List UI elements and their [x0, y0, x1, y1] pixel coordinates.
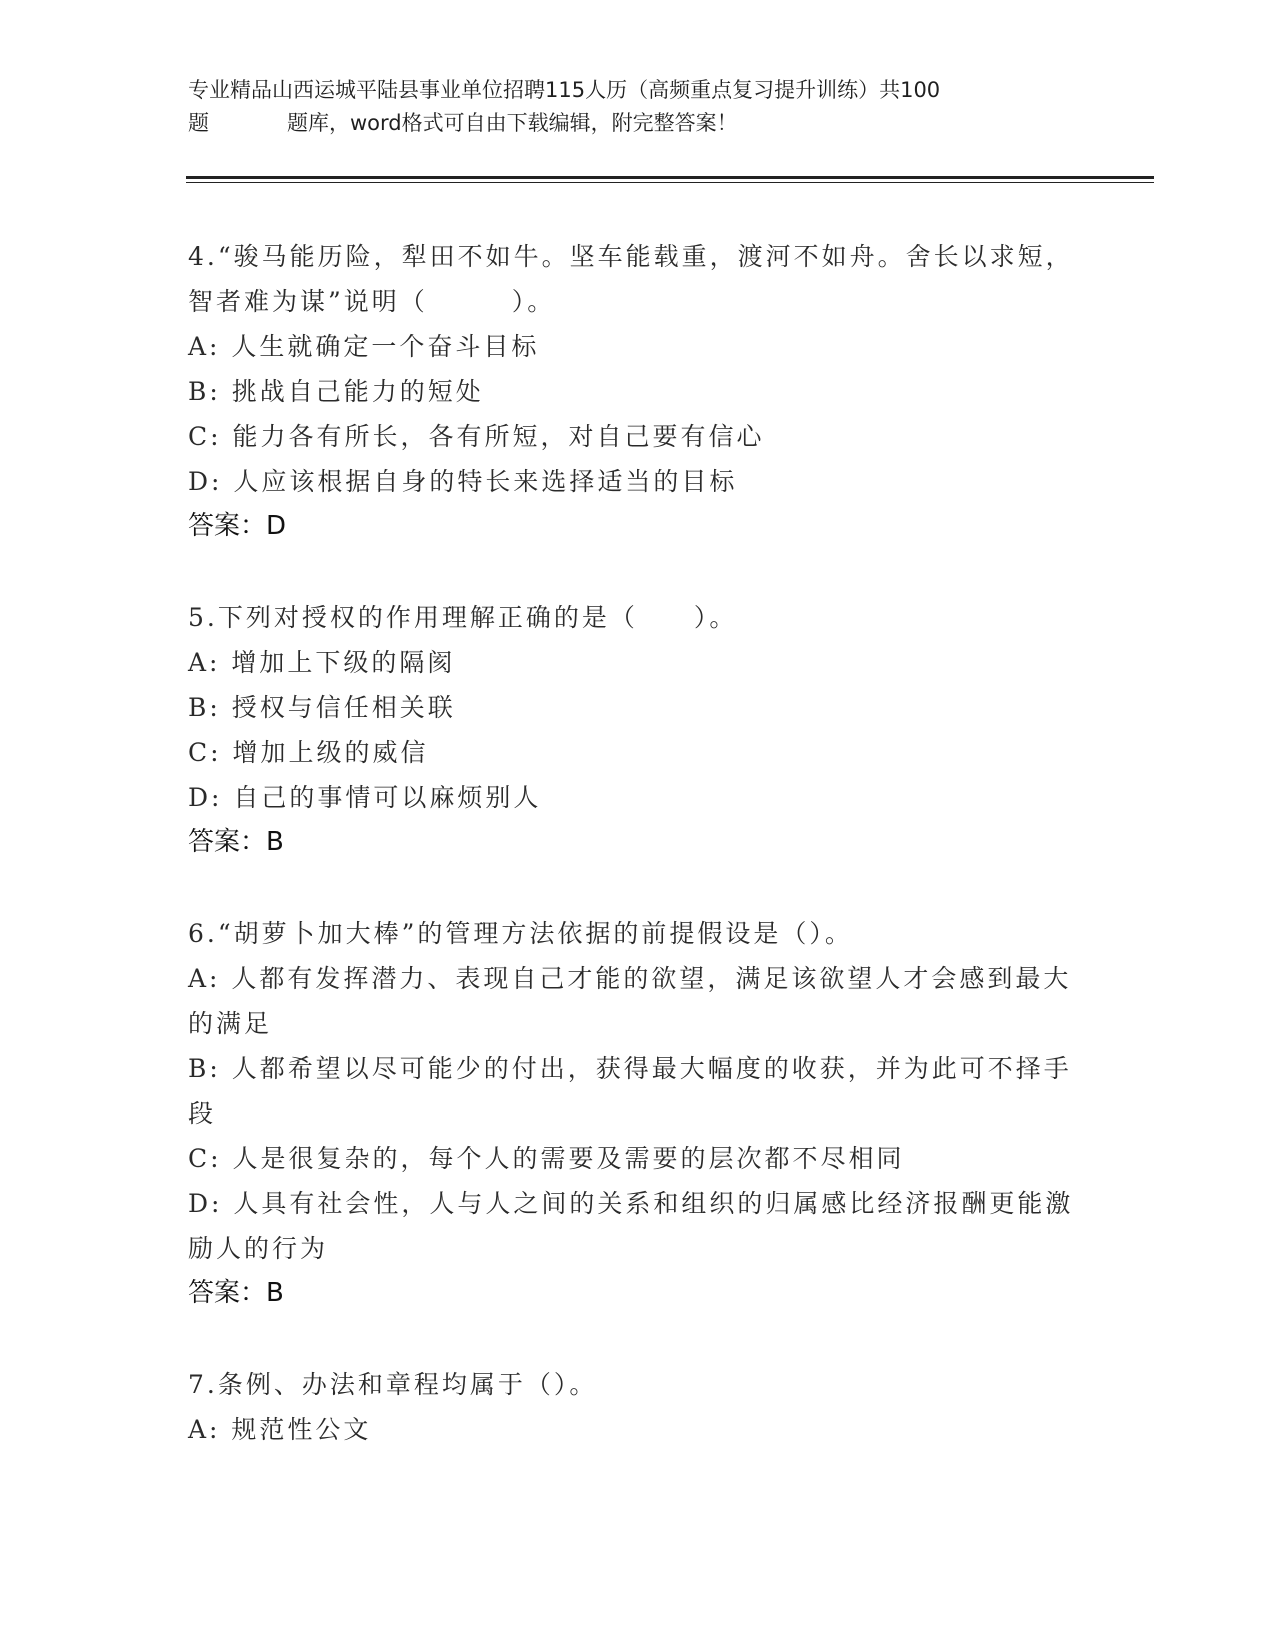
- question-text: 7.条例、办法和章程均属于（）。: [188, 1370, 598, 1399]
- option-b: B: 授权与信任相关联: [188, 693, 456, 722]
- question-text: 4.“骏马能历险，犁田不如牛。坚车能载重，渡河不如舟。舍长以求短，智者难为谋”说明（ ）。: [188, 242, 1074, 316]
- option-a: A: 人生就确定一个奋斗目标: [188, 332, 540, 361]
- question-text: 5.下列对授权的作用理解正确的是（ ）。: [188, 603, 738, 632]
- option-d: D: 人具有社会性，人与人之间的关系和组织的归属感比经济报酬更能激励人的行为: [188, 1189, 1074, 1263]
- option-c: C: 人是很复杂的，每个人的需要及需要的层次都不尽相同: [188, 1144, 905, 1173]
- option-b: B: 人都希望以尽可能少的付出，获得最大幅度的收获，并为此可不择手段: [188, 1054, 1072, 1128]
- option-c: C: 能力各有所长，各有所短，对自己要有信心: [188, 422, 765, 451]
- header-title-line1: 专业精品山西运城平陆县事业单位招聘115人历（高频重点复习提升训练）共100: [188, 78, 941, 102]
- option-d: D: 人应该根据自身的特长来选择适当的目标: [188, 467, 738, 496]
- question-7: [188, 1362, 1078, 1452]
- option-a: A: 增加上下级的隔阂: [188, 648, 456, 677]
- answer-label: 答案：D: [188, 511, 287, 541]
- document-header: [188, 74, 1088, 140]
- question-list: [188, 234, 1078, 1498]
- header-divider-thin: [186, 182, 1154, 183]
- header-divider-thick: [186, 176, 1154, 179]
- option-d: D: 自己的事情可以麻烦别人: [188, 783, 542, 812]
- header-title-line2: [188, 107, 1088, 140]
- option-a: A: 规范性公文: [188, 1415, 372, 1444]
- option-b: B: 挑战自己能力的短处: [188, 377, 484, 406]
- header-title-line2-start: 题: [188, 111, 209, 135]
- question-6: [188, 911, 1078, 1316]
- answer-label: 答案：B: [188, 827, 284, 857]
- option-c: C: 增加上级的威信: [188, 738, 429, 767]
- question-text: 6.“胡萝卜加大棒”的管理方法依据的前提假设是（）。: [188, 919, 853, 948]
- question-5: [188, 595, 1078, 865]
- answer-label: 答案：B: [188, 1278, 284, 1308]
- header-title-line2-rest: 题库，word格式可自由下载编辑，附完整答案！: [287, 111, 738, 135]
- option-a: A: 人都有发挥潜力、表现自己才能的欲望，满足该欲望人才会感到最大的满足: [188, 964, 1072, 1038]
- question-4: [188, 234, 1078, 549]
